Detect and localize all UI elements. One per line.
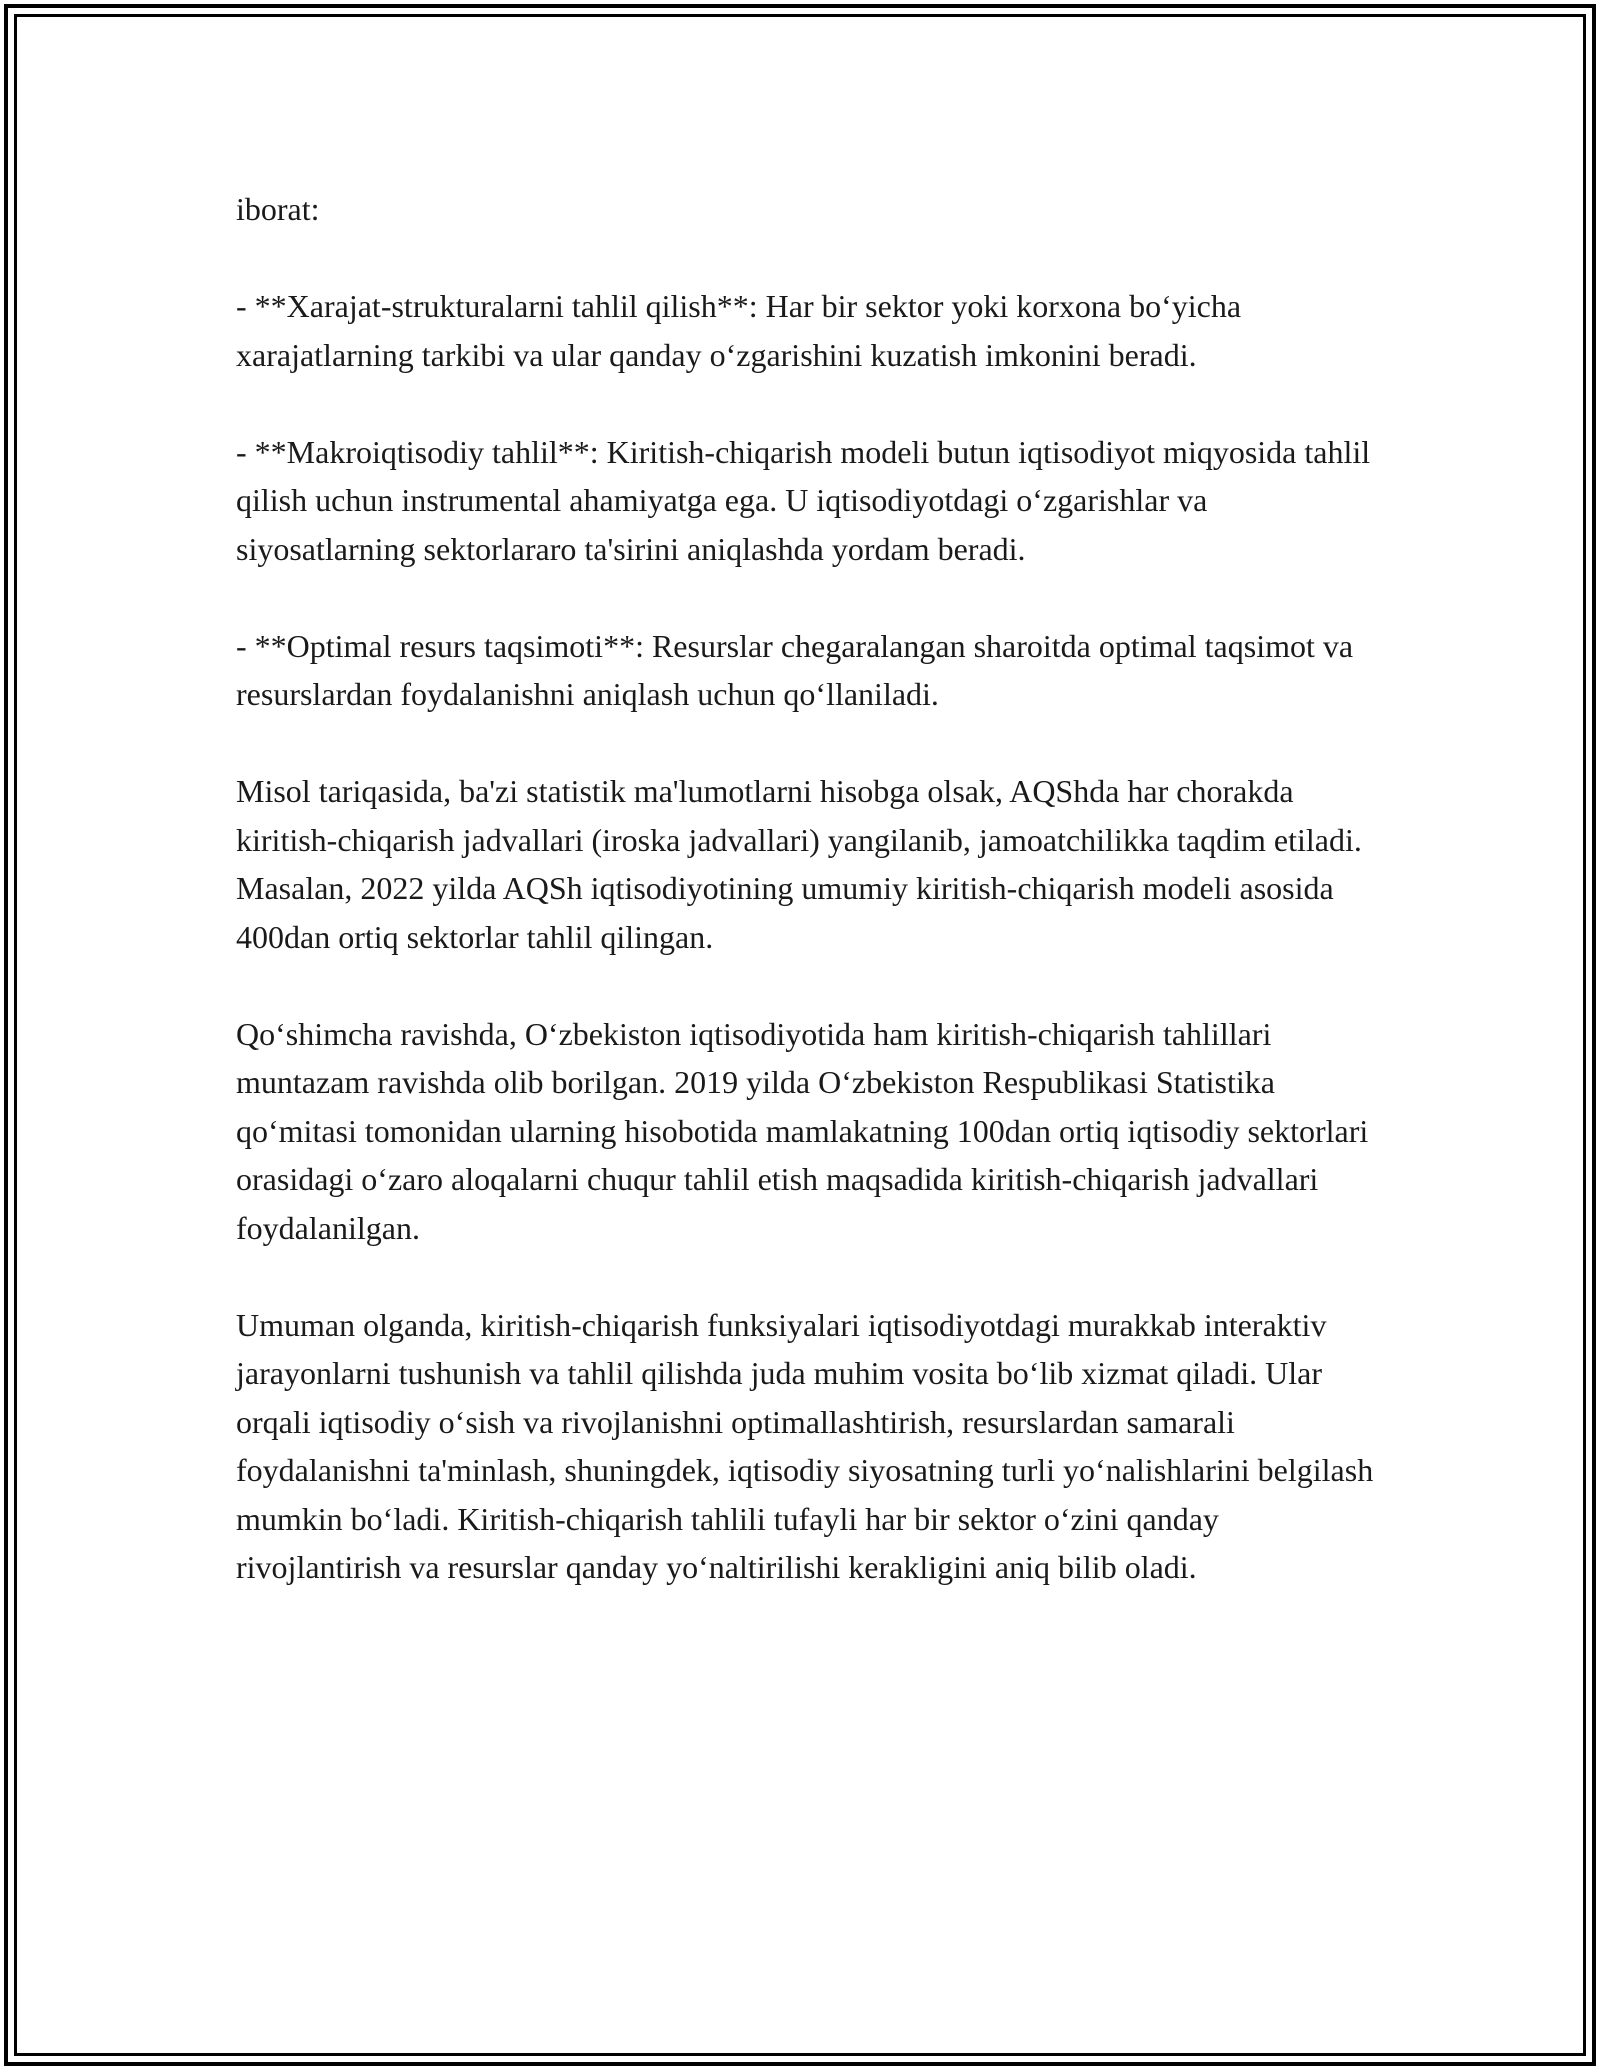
paragraph-conclusion: Umuman olganda, kiritish-chiqarish funksiyalari iqtisodiyotdagi murakkab interaktiv jarayonlarni tushunish va tahlil qilishda juda muhim vosita bo‘lib xizmat qiladi. Ular orqali iqtisodiy o‘sish va rivojlanishni optimallashtirish, resurslardan samarali foydalanishni ta'minlash, shuningdek, iqtisodiy siyosatning turli yo‘nalishlarini belgilash mumkin bo‘ladi. Kiritish-chiqarish tahlili tufayli har bir sektor o‘zini qanday rivojlantirish va resurslar qanday yo‘naltirilishi kerakligini aniq bilib oladi. <box>236 1306 1374 1585</box>
paragraph-usa-example: Misol tariqasida, ba'zi statistik ma'lumotlarni hisobga olsak, AQShda har chorakda kiritish-chiqarish jadvallari (iroska jadvallari) yangilanib, jamoatchilikka taqdim etiladi. Masalan, 2022 yilda AQSh iqtisodiyotining umumiy kiritish-chiqarish modeli asosida 400dan ortiq sektorlar tahlil qilingan. <box>236 773 1362 955</box>
paragraph-cost-structure: - **Xarajat-strukturalarni tahlil qilish**: Har bir sektor yoki korxona bo‘yicha xarajatlarning tarkibi va ular qanday o‘zgarishini kuzatish imkonini beradi. <box>236 288 1242 373</box>
paragraph-intro: iborat: <box>236 191 320 227</box>
paragraph-resource-allocation: - **Optimal resurs taqsimoti**: Resurslar chegaralangan sharoitda optimal taqsimot va resurslardan foydalanishni aniqlash uchun qo‘llaniladi. <box>236 627 1354 712</box>
paragraph-macroeconomic: - **Makroiqtisodiy tahlil**: Kiritish-chiqarish modeli butun iqtisodiyot miqyosida tahlil qilish uchun instrumental ahamiyatga ega. U iqtisodiyotdagi o‘zgarishlar va siyosatlarning sektorlararo ta'sirini aniqlashda yordam beradi. <box>236 433 1371 567</box>
paragraph-uzbekistan: Qo‘shimcha ravishda, O‘zbekiston iqtisodiyotida ham kiritish-chiqarish tahlillari muntazam ravishda olib borilgan. 2019 yilda O‘zbekiston Respublikasi Statistika qo‘mitasi tomonidan ularning hisobotida mamlakatning 100dan ortiq iqtisodiy sektorlari orasidagi o‘zaro aloqalarni chuqur tahlil etish maqsadida kiritish-chiqarish jadvallari foydalanilgan. <box>236 1015 1369 1246</box>
document-body <box>236 185 1376 1592</box>
